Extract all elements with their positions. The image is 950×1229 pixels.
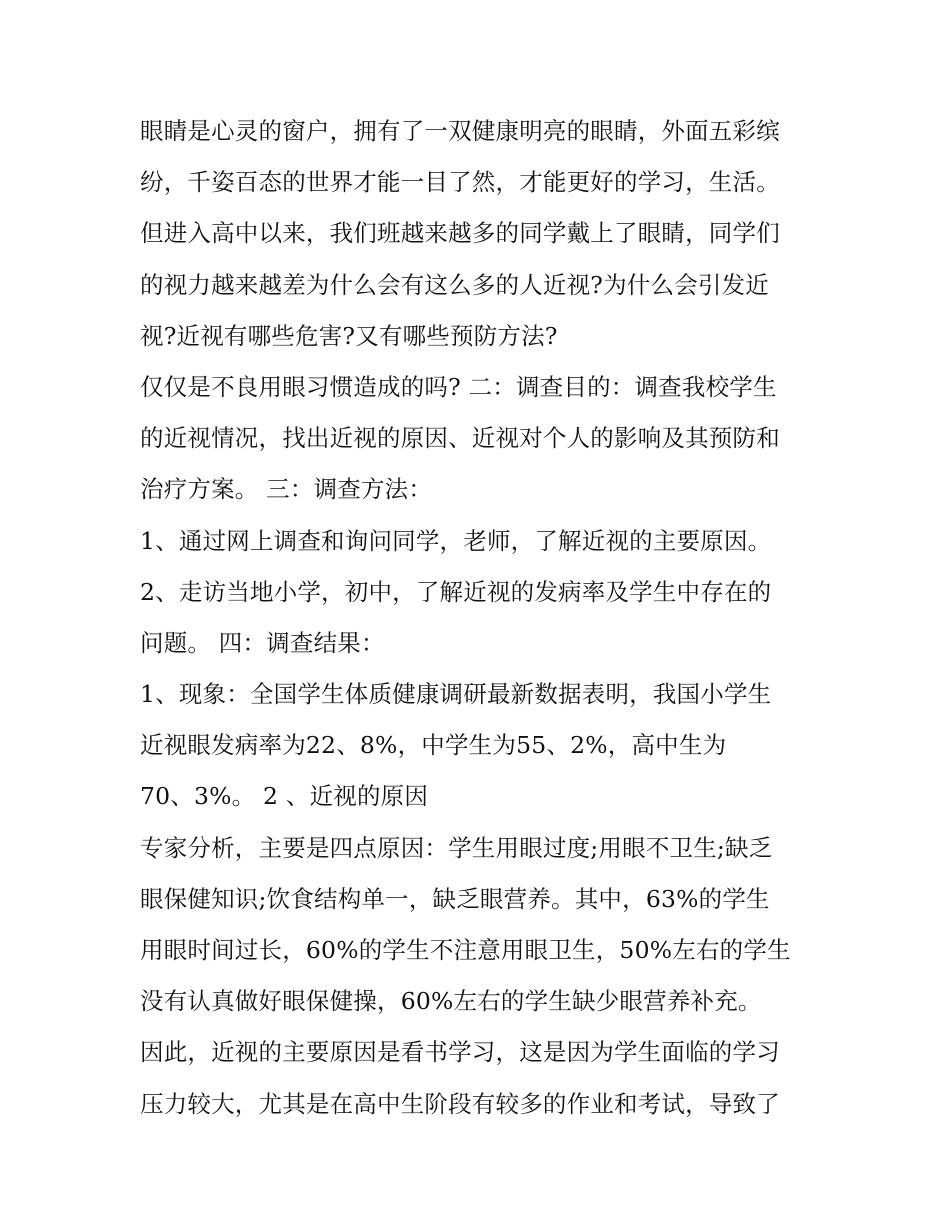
text-line: 眼保健知识;饮食结构单一，缺乏眼营养。其中，63%的学生 [140,884,770,913]
text-line: 的视力越来越差为什么会有这么多的人近视?为什么会引发近 [140,270,769,299]
text-line: 纷，千姿百态的世界才能一目了然，才能更好的学习，生活。 [140,168,780,197]
text-line: 1、现象：全国学生体质健康调研最新数据表明，我国小学生 [140,680,772,709]
text-line: 因此，近视的主要原因是看书学习，这是因为学生面临的学习 [140,1038,780,1067]
text-line: 但进入高中以来，我们班越来越多的同学戴上了眼睛，同学们 [140,219,780,248]
text-line: 2、走访当地小学，初中，了解近视的发病率及学生中存在的 [140,577,772,606]
text-line: 治疗方案。 三：调查方法： [140,475,433,504]
text-line: 眼睛是心灵的窗户，拥有了一双健康明亮的眼睛，外面五彩缤 [140,117,780,145]
text-line: 的近视情况，找出近视的原因、近视对个人的影响及其预防和 [140,424,780,453]
text-line: 专家分析，主要是四点原因：学生用眼过度;用眼不卫生;缺乏 [140,833,773,862]
text-line: 1、通过网上调查和询问同学，老师，了解近视的主要原因。 [140,526,772,555]
text-line: 没有认真做好眼保健操，60%左右的学生缺少眼营养补充。 [140,987,762,1016]
text-line: 仅仅是不良用眼习惯造成的吗? 二：调查目的：调查我校学生 [140,372,777,401]
text-line: 用眼时间过长，60%的学生不注意用眼卫生，50%左右的学生 [140,936,791,964]
text-line: 70、3%。 2 、近视的原因 [140,782,429,811]
text-line: 问题。 四：调查结果： [140,628,385,657]
text-line: 视?近视有哪些危害?又有哪些预防方法? [140,321,558,350]
text-line: 近视眼发病率为22、8%，中学生为55、2%，高中生为 [140,731,727,760]
text-line: 压力较大，尤其是在高中生阶段有较多的作业和考试，导致了 [140,1089,780,1118]
document-body [140,106,820,1130]
